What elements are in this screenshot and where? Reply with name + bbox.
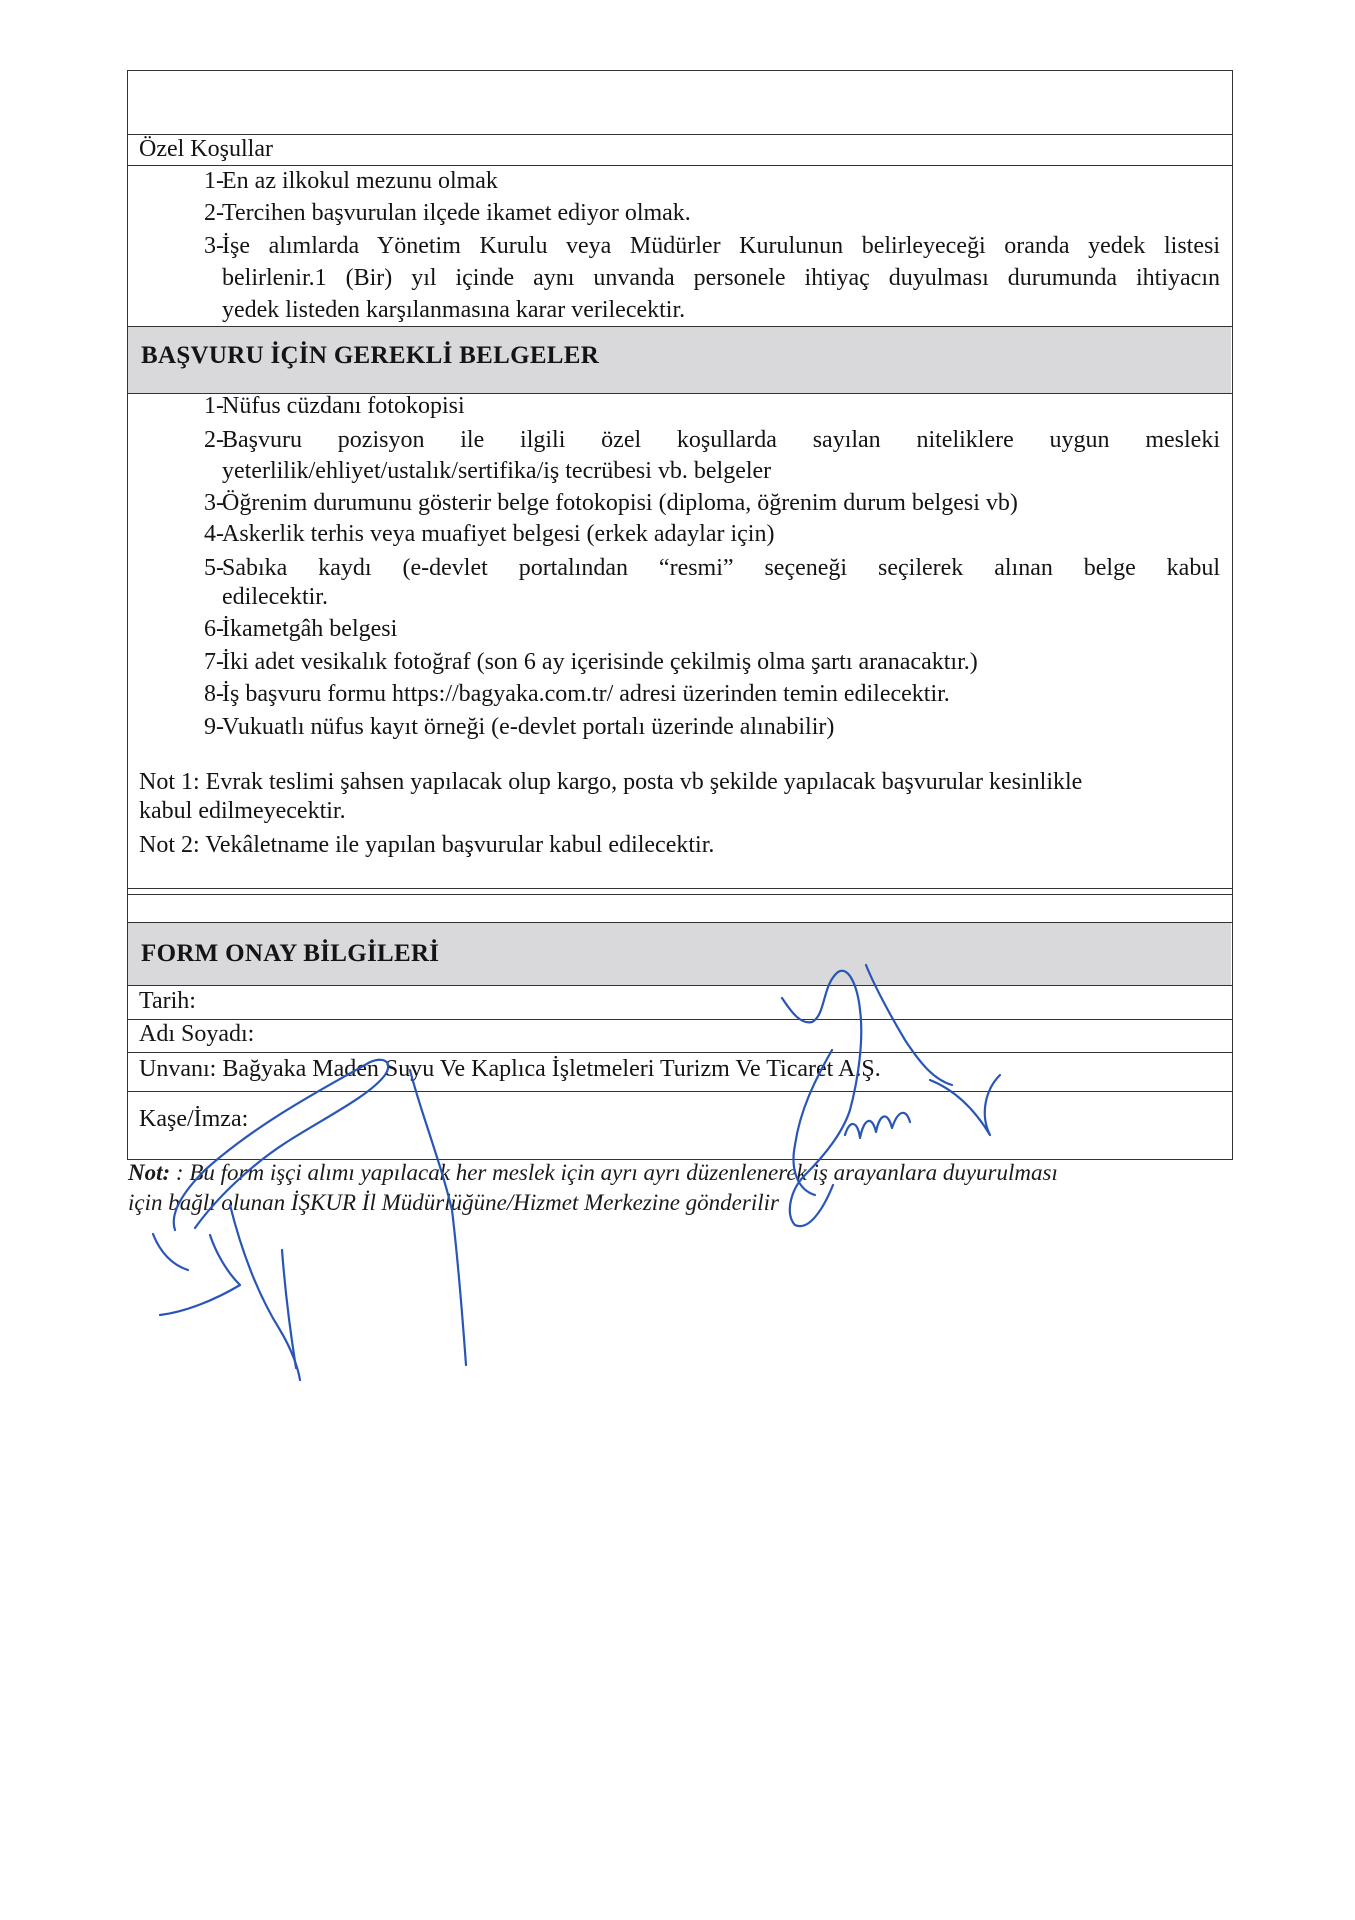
- list-item: İki adet vesikalık fotoğraf (son 6 ay içerisinde çekilmiş olma şartı aranacaktır.): [222, 649, 978, 675]
- list-number: 2-: [204, 427, 224, 453]
- footer-note-label: Not:: [128, 1160, 171, 1185]
- list-item-cont: edilecektir.: [222, 584, 328, 610]
- list-item: İş başvuru formu https://bagyaka.com.tr/ adresi üzerinden temin edilecektir.: [222, 681, 950, 707]
- list-number: 7-: [204, 649, 224, 675]
- list-item-cont: belirlenir.1 (Bir) yıl içinde aynı unvanda personele ihtiyaç duyulması durumunda ihtiyacın: [222, 265, 1220, 291]
- table-rule: [127, 326, 1232, 327]
- unvani-label: Unvanı: Bağyaka Maden Suyu Ve Kaplıca İşletmeleri Turizm Ve Ticaret A.Ş.: [139, 1056, 881, 1082]
- section-heading-belgeler: BAŞVURU İÇİN GEREKLİ BELGELER: [141, 342, 600, 369]
- footer-note-text: : Bu form işçi alımı yapılacak her meslek için ayrı ayrı düzenlenerek iş arayanlara duyurulması: [170, 1160, 1058, 1185]
- list-number: 1-: [204, 393, 224, 419]
- note-1-cont: kabul edilmeyecektir.: [139, 798, 346, 824]
- list-item: Vukuatlı nüfus kayıt örneği (e-devlet portalı üzerinde alınabilir): [222, 714, 835, 740]
- list-item: Nüfus cüzdanı fotokopisi: [222, 393, 465, 419]
- section-heading-form-onay: FORM ONAY BİLGİLERİ: [141, 940, 440, 967]
- tarih-label: Tarih:: [139, 988, 196, 1014]
- list-number: 4-: [204, 521, 224, 547]
- signature-stroke: [160, 1235, 240, 1315]
- table-rule: [127, 1019, 1232, 1020]
- kase-imza-label: Kaşe/İmza:: [139, 1106, 249, 1132]
- table-rule: [127, 70, 1232, 71]
- table-rule: [127, 134, 1232, 135]
- note-1: Not 1: Evrak teslimi şahsen yapılacak olup kargo, posta vb şekilde yapılacak başvurular kesinlikle: [139, 769, 1083, 795]
- list-number: 3-: [204, 490, 224, 516]
- signature-stroke: [452, 1210, 466, 1365]
- table-rule: [127, 1091, 1232, 1092]
- list-item: Sabıka kaydı (e-devlet portalından “resmi” seçeneği seçilerek alınan belge kabul: [222, 555, 1220, 581]
- ozel-kosullar-title: Özel Koşullar: [139, 136, 273, 162]
- table-rule: [127, 985, 1232, 986]
- list-item: Öğrenim durumunu gösterir belge fotokopisi (diploma, öğrenim durum belgesi vb): [222, 490, 1018, 516]
- note-2: Not 2: Vekâletname ile yapılan başvurular kabul edilecektir.: [139, 832, 715, 858]
- footer-note-cont: için bağlı olunan İŞKUR İl Müdürlüğüne/Hizmet Merkezine gönderilir: [128, 1190, 779, 1215]
- list-item: İşe alımlarda Yönetim Kurulu veya Müdürler Kurulunun belirleyeceği oranda yedek listesi: [222, 233, 1220, 259]
- signature-stroke: [282, 1250, 296, 1368]
- adi-soyadi-label: Adı Soyadı:: [139, 1021, 255, 1047]
- table-rule: [127, 894, 1232, 895]
- list-number: 3-: [204, 233, 224, 259]
- list-number: 9-: [204, 714, 224, 740]
- table-rule: [127, 888, 1232, 889]
- list-item-cont: yeterlilik/ehliyet/ustalık/sertifika/iş tecrübesi vb. belgeler: [222, 458, 772, 484]
- list-number: 8-: [204, 681, 224, 707]
- list-item: Askerlik terhis veya muafiyet belgesi (erkek adaylar için): [222, 521, 775, 547]
- list-number: 1-: [204, 168, 224, 194]
- list-item-cont: yedek listeden karşılanmasına karar verilecektir.: [222, 297, 686, 323]
- list-item: Başvuru pozisyon ile ilgili özel koşullarda sayılan niteliklere uygun mesleki: [222, 427, 1220, 453]
- list-number: 6-: [204, 616, 224, 642]
- table-rule: [127, 1052, 1232, 1053]
- list-item: En az ilkokul mezunu olmak: [222, 168, 498, 194]
- signature-stroke: [230, 1205, 300, 1380]
- footer-note: [128, 1160, 1058, 1186]
- list-number: 2-: [204, 200, 224, 226]
- list-number: 5-: [204, 555, 224, 581]
- signature-stroke: [153, 1234, 188, 1270]
- list-item: Tercihen başvurulan ilçede ikamet ediyor olmak.: [222, 200, 691, 226]
- list-item: İkametgâh belgesi: [222, 616, 398, 642]
